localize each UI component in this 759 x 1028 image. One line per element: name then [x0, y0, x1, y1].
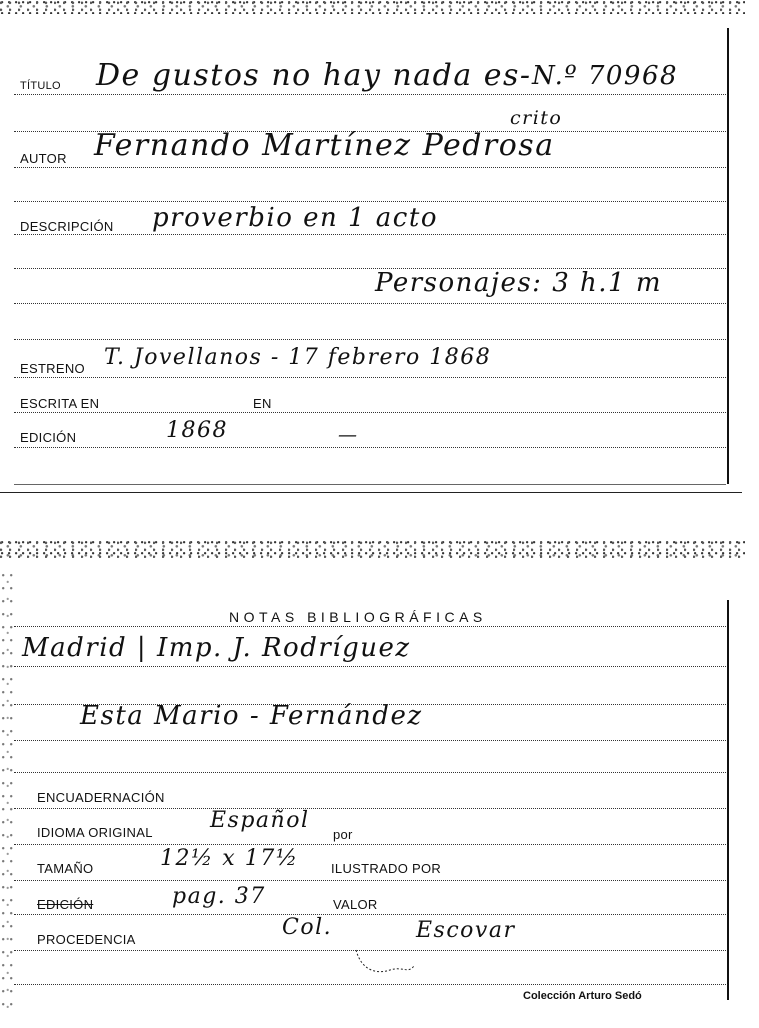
- ruled-line: [14, 94, 726, 95]
- ruled-line: [14, 377, 726, 378]
- label-idioma-original: IDIOMA ORIGINAL: [37, 825, 153, 840]
- card-separator: [0, 492, 742, 493]
- label-edicion-struck: EDICIÓN: [37, 897, 94, 912]
- ruled-line: [14, 447, 726, 448]
- label-valor: VALOR: [333, 897, 378, 912]
- ruled-line: [14, 234, 726, 235]
- handwritten-size: 12½ x 17½: [160, 846, 299, 871]
- label-por: por: [333, 827, 353, 842]
- notes-heading: NOTAS BIBLIOGRÁFICAS: [229, 609, 487, 625]
- handwritten-catalog-number: N.º 70968: [532, 61, 679, 91]
- ruled-line: [14, 740, 726, 741]
- handwritten-characters: Personajes: 3 h.1 m: [375, 268, 662, 298]
- handwritten-pages: pag. 37: [172, 884, 266, 909]
- label-escrita-en: ESCRITA EN: [20, 396, 100, 411]
- card-border: [727, 600, 729, 1000]
- label-estreno: ESTRENO: [20, 361, 85, 376]
- label-encuadernacion: ENCUADERNACIÓN: [37, 790, 165, 805]
- scan-edge-speckle: [0, 540, 745, 558]
- ruled-line: [14, 412, 726, 413]
- handwritten-note-printer: Madrid | Imp. J. Rodríguez: [22, 633, 411, 663]
- label-titulo: TÍTULO: [20, 80, 61, 92]
- label-procedencia: PROCEDENCIA: [37, 932, 136, 947]
- handwritten-edition-dash: —: [338, 424, 359, 446]
- ruled-line: [14, 666, 726, 667]
- handwritten-description: proverbio en 1 acto: [152, 203, 438, 233]
- ruled-line: [14, 772, 726, 773]
- ruled-line: [14, 914, 726, 915]
- label-descripcion: DESCRIPCIÓN: [20, 219, 114, 234]
- ruled-line: [14, 167, 726, 168]
- ink-squiggle: [352, 944, 422, 980]
- collection-credit: Colección Arturo Sedó: [523, 990, 642, 1002]
- scan-edge-speckle: [0, 0, 745, 14]
- ruled-line: [14, 880, 726, 881]
- label-edicion: EDICIÓN: [20, 430, 77, 445]
- handwritten-provenance-name: Escovar: [416, 918, 516, 943]
- label-tamano: TAMAÑO: [37, 861, 94, 876]
- ruled-line: [14, 484, 726, 485]
- handwritten-note-second: Esta Mario - Fernández: [80, 701, 423, 731]
- faded-area: [300, 390, 390, 412]
- ruled-line: [14, 844, 726, 845]
- handwritten-edition-year: 1868: [166, 418, 228, 443]
- ruled-line: [14, 808, 726, 809]
- label-en: EN: [253, 396, 272, 411]
- ruled-line: [14, 303, 726, 304]
- handwritten-language: Español: [210, 808, 310, 833]
- scan-edge-speckle: [0, 570, 16, 1008]
- card-border: [727, 28, 729, 484]
- ruled-line: [14, 201, 726, 202]
- handwritten-title-continuation: crito: [510, 107, 563, 129]
- title-index-card: [0, 0, 745, 490]
- ruled-line: [14, 626, 726, 627]
- ruled-line: [14, 339, 726, 340]
- handwritten-premiere: T. Jovellanos - 17 febrero 1868: [104, 345, 492, 370]
- handwritten-provenance-collection: Col.: [282, 915, 333, 940]
- handwritten-title: De gustos no hay nada es-: [96, 58, 532, 93]
- label-ilustrado-por: ILUSTRADO POR: [331, 861, 442, 876]
- ruled-line: [14, 984, 726, 985]
- label-autor: AUTOR: [20, 151, 67, 166]
- handwritten-author: Fernando Martínez Pedrosa: [94, 128, 555, 163]
